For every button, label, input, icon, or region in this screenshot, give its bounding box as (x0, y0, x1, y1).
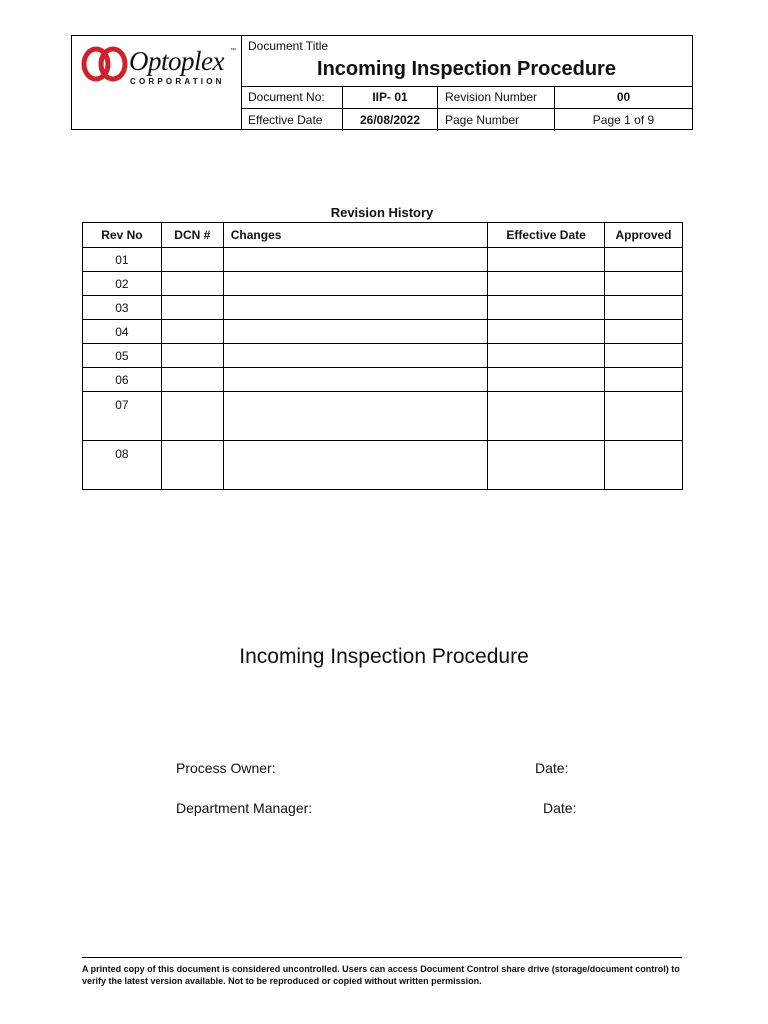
revision-number-value: 00 (616, 90, 631, 104)
rev-no-cell: 01 (83, 248, 162, 272)
table-header-row (83, 223, 683, 248)
table-row (83, 392, 683, 441)
meta-row-effective-date (241, 109, 692, 131)
revision-number-label: Revision Number (438, 86, 555, 108)
process-owner-label: Process Owner: (176, 760, 276, 776)
title-cell (241, 36, 692, 87)
logo-subtitle: CORPORATION (130, 77, 225, 86)
page-number-label: Page Number (438, 109, 555, 131)
rev-no-cell: 08 (83, 441, 162, 490)
rev-no-cell: 05 (83, 344, 162, 368)
effective-date-value: 26/08/2022 (343, 109, 438, 131)
table-row (83, 248, 683, 272)
footer-divider (82, 957, 682, 958)
doc-no-value: IIP- 01 (343, 86, 438, 108)
footer-disclaimer: A printed copy of this document is considered uncontrolled. Users can access Document Control share drive (storage/document control) to verify the latest version available. Not to be reproduced or copied without written permission. (82, 964, 680, 986)
optoplex-rings-logo-icon (80, 44, 130, 84)
logo-trademark: ™ (230, 48, 236, 54)
rev-no-cell: 02 (83, 272, 162, 296)
document-header (71, 35, 693, 130)
table-row (83, 320, 683, 344)
col-effective-date: Effective Date (488, 223, 605, 248)
document-title-label: Document Title (248, 39, 329, 53)
col-rev-no: Rev No (83, 223, 162, 248)
table-row (83, 296, 683, 320)
col-dcn: DCN # (161, 223, 223, 248)
document-title: Incoming Inspection Procedure (317, 58, 616, 80)
rev-no-cell: 07 (83, 392, 162, 441)
logo-cell (72, 36, 242, 129)
col-changes: Changes (223, 223, 487, 248)
col-approved: Approved (605, 223, 683, 248)
department-manager-date-label: Date: (543, 800, 577, 816)
meta-row-doc-no (241, 86, 692, 109)
rev-no-cell: 06 (83, 368, 162, 392)
revision-history-title: Revision History (330, 205, 434, 220)
table-row (83, 272, 683, 296)
department-manager-label: Department Manager: (176, 800, 313, 816)
rev-no-cell: 03 (83, 296, 162, 320)
table-row (83, 344, 683, 368)
table-row (83, 441, 683, 490)
doc-no-label: Document No: (241, 86, 343, 108)
revision-history-table (82, 222, 683, 490)
rev-no-cell: 04 (83, 320, 162, 344)
table-row (83, 368, 683, 392)
logo-wordmark: Optoplex (129, 46, 224, 76)
process-owner-date-label: Date: (535, 760, 569, 776)
page-number-value: Page 1 of 9 (592, 113, 655, 127)
effective-date-label: Effective Date (241, 109, 343, 131)
body-document-title: Incoming Inspection Procedure (239, 645, 529, 668)
